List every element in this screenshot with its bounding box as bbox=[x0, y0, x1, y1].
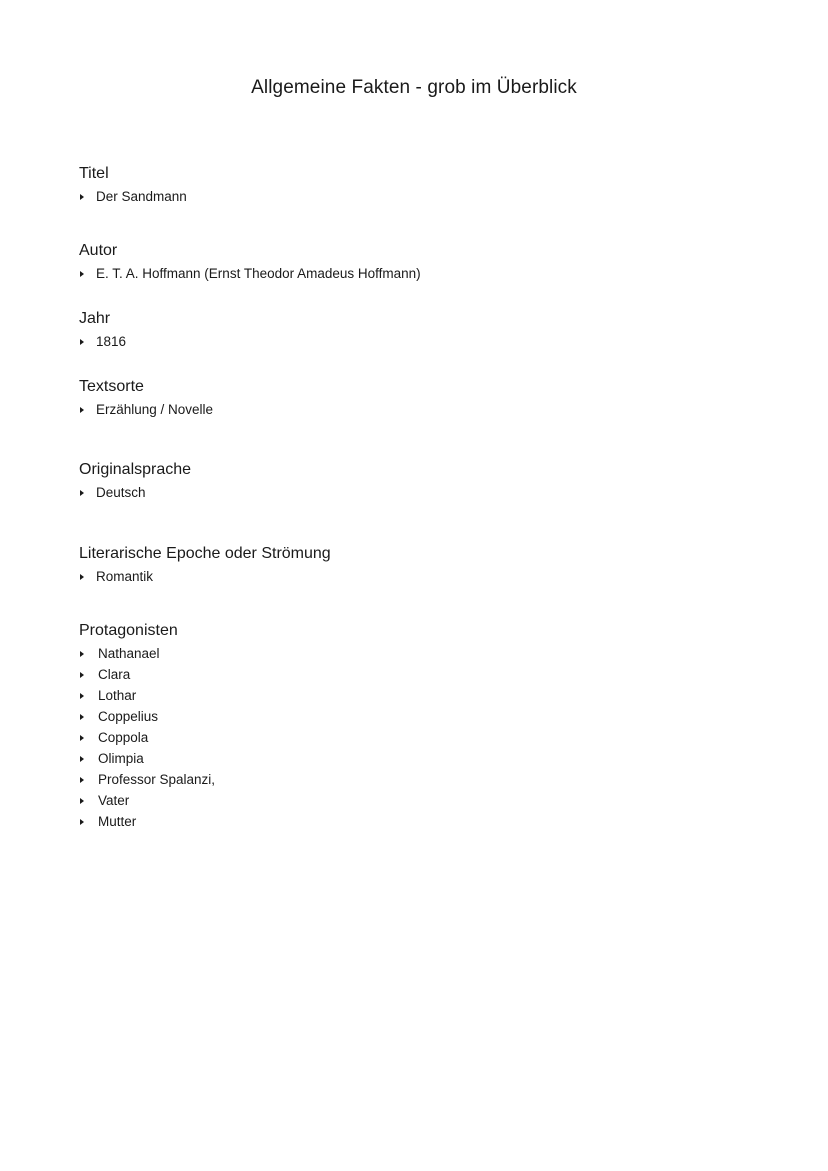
list-item bbox=[79, 331, 779, 352]
section-jahr bbox=[79, 309, 779, 352]
item-list bbox=[79, 399, 779, 420]
list-item-text: Romantik bbox=[96, 569, 154, 584]
triangle-bullet-icon bbox=[80, 735, 84, 741]
item-list bbox=[79, 566, 779, 587]
section-heading: Literarische Epoche oder Strömung bbox=[79, 545, 331, 562]
triangle-bullet-icon bbox=[80, 339, 84, 345]
triangle-bullet-icon bbox=[80, 819, 84, 825]
list-item-text: Clara bbox=[98, 667, 131, 682]
list-item-text: Erzählung / Novelle bbox=[96, 402, 214, 417]
section-heading: Originalsprache bbox=[79, 461, 192, 478]
section-textsorte bbox=[79, 377, 779, 420]
section-heading: Protagonisten bbox=[79, 622, 178, 639]
list-item-text: Nathanael bbox=[98, 646, 160, 661]
list-item-text: Coppola bbox=[98, 730, 149, 745]
triangle-bullet-icon bbox=[80, 798, 84, 804]
triangle-bullet-icon bbox=[80, 407, 84, 413]
item-list bbox=[79, 186, 779, 207]
list-item-text: 1816 bbox=[96, 334, 127, 349]
list-item-text: Der Sandmann bbox=[96, 189, 187, 204]
triangle-bullet-icon bbox=[80, 574, 84, 580]
triangle-bullet-icon bbox=[80, 714, 84, 720]
list-item bbox=[79, 790, 779, 811]
triangle-bullet-icon bbox=[80, 672, 84, 678]
item-list bbox=[79, 482, 779, 503]
list-item bbox=[79, 566, 779, 587]
page-title: Allgemeine Fakten - grob im Überblick bbox=[251, 77, 577, 98]
section-heading: Jahr bbox=[79, 310, 111, 327]
list-item bbox=[79, 727, 779, 748]
list-item bbox=[79, 748, 779, 769]
list-item bbox=[79, 664, 779, 685]
triangle-bullet-icon bbox=[80, 693, 84, 699]
list-item bbox=[79, 769, 779, 790]
list-item bbox=[79, 643, 779, 664]
item-list bbox=[79, 331, 779, 352]
section-titel bbox=[79, 164, 779, 207]
triangle-bullet-icon bbox=[80, 777, 84, 783]
list-item bbox=[79, 811, 779, 832]
list-item bbox=[79, 186, 779, 207]
section-heading: Textsorte bbox=[79, 378, 144, 395]
list-item-text: Professor Spalanzi, bbox=[98, 772, 216, 787]
triangle-bullet-icon bbox=[80, 756, 84, 762]
section-autor bbox=[79, 241, 779, 284]
item-list bbox=[79, 263, 779, 284]
list-item-text: Deutsch bbox=[96, 485, 146, 500]
list-item bbox=[79, 263, 779, 284]
list-item-text: Mutter bbox=[98, 814, 137, 829]
triangle-bullet-icon bbox=[80, 651, 84, 657]
triangle-bullet-icon bbox=[80, 490, 84, 496]
section-originalsprache bbox=[79, 460, 779, 503]
triangle-bullet-icon bbox=[80, 194, 84, 200]
list-item bbox=[79, 706, 779, 727]
section-epoche bbox=[79, 544, 779, 587]
list-item bbox=[79, 399, 779, 420]
section-heading: Titel bbox=[79, 165, 109, 182]
section-protagonisten bbox=[79, 621, 779, 832]
list-item bbox=[79, 685, 779, 706]
list-item-text: Lothar bbox=[98, 688, 137, 703]
triangle-bullet-icon bbox=[80, 271, 84, 277]
section-heading: Autor bbox=[79, 242, 118, 259]
item-list bbox=[79, 643, 779, 832]
list-item-text: Coppelius bbox=[98, 709, 159, 724]
list-item-text: Vater bbox=[98, 793, 130, 808]
list-item-text: E. T. A. Hoffmann (Ernst Theodor Amadeus Hoffmann) bbox=[96, 266, 421, 281]
list-item-text: Olimpia bbox=[98, 751, 144, 766]
list-item bbox=[79, 482, 779, 503]
